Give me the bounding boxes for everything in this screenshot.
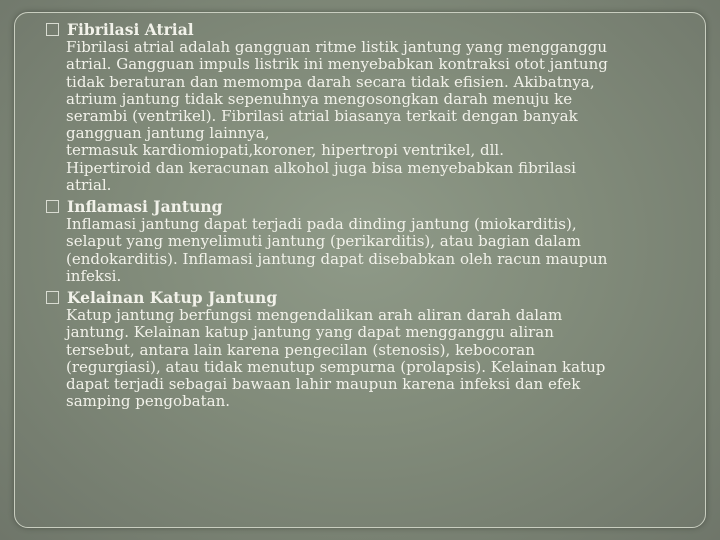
checkbox-bullet-icon [46, 291, 59, 304]
paragraph-line: samping pengobatan. [66, 392, 231, 411]
section-inflamasi-jantung [46, 198, 680, 285]
paragraph-line: (regurgiasi), atau tidak menutup sempurna (prolapsis). Kelainan katup [66, 357, 606, 376]
section-title: Kelainan Katup Jantung [67, 288, 278, 308]
paragraph-line: Inflamasi jantung dapat terjadi pada dinding jantung (miokarditis), [66, 215, 577, 234]
paragraph-line: jantung. Kelainan katup jantung yang dapat mengganggu aliran [66, 323, 554, 342]
paragraph-line: tersebut, antara lain karena pengecilan (stenosis), kebocoran [66, 340, 535, 359]
paragraph-line: serambi (ventrikel). Fibrilasi atrial biasanya terkait dengan banyak [66, 107, 578, 126]
section-paragraph [66, 39, 680, 194]
paragraph-line: tidak beraturan dan memompa darah secara tidak efisien. Akibatnya, [66, 72, 595, 91]
paragraph-line: termasuk kardiomiopati,koroner, hipertropi ventrikel, dll. [66, 141, 504, 160]
section-title: Fibrilasi Atrial [67, 20, 194, 39]
paragraph-line: (endokarditis). Inflamasi jantung dapat disebabkan oleh racun maupun [66, 249, 608, 268]
section-heading [46, 289, 680, 306]
paragraph-line: atrial. Gangguan impuls listrik ini menyebabkan kontraksi otot jantung [66, 55, 608, 74]
section-heading [46, 198, 680, 215]
paragraph-line: Fibrilasi atrial adalah gangguan ritme listik jantung yang mengganggu [66, 38, 608, 57]
paragraph-line: atrium jantung tidak sepenuhnya mengosongkan darah menuju ke [66, 89, 573, 108]
slide-content [46, 21, 680, 410]
section-paragraph [66, 216, 680, 285]
paragraph-line: dapat terjadi sebagai bawaan lahir maupun karena infeksi dan efek [66, 375, 581, 394]
checkbox-bullet-icon [46, 200, 59, 213]
paragraph-line: gangguan jantung lainnya, [66, 124, 270, 143]
checkbox-bullet-icon [46, 23, 59, 36]
section-paragraph [66, 307, 680, 410]
paragraph-line: Katup jantung berfungsi mengendalikan arah aliran darah dalam [66, 306, 563, 325]
paragraph-line: infeksi. [66, 266, 122, 285]
section-kelainan-katup-jantung [46, 289, 680, 410]
paragraph-line: selaput yang menyelimuti jantung (perikarditis), atau bagian dalam [66, 232, 581, 251]
section-heading [46, 21, 680, 38]
section-fibrilasi-atrial [46, 21, 680, 194]
section-title: Inflamasi Jantung [67, 197, 223, 217]
paragraph-line: Hipertiroid dan keracunan alkohol juga bisa menyebabkan fibrilasi [66, 158, 576, 177]
paragraph-line: atrial. [66, 175, 112, 194]
